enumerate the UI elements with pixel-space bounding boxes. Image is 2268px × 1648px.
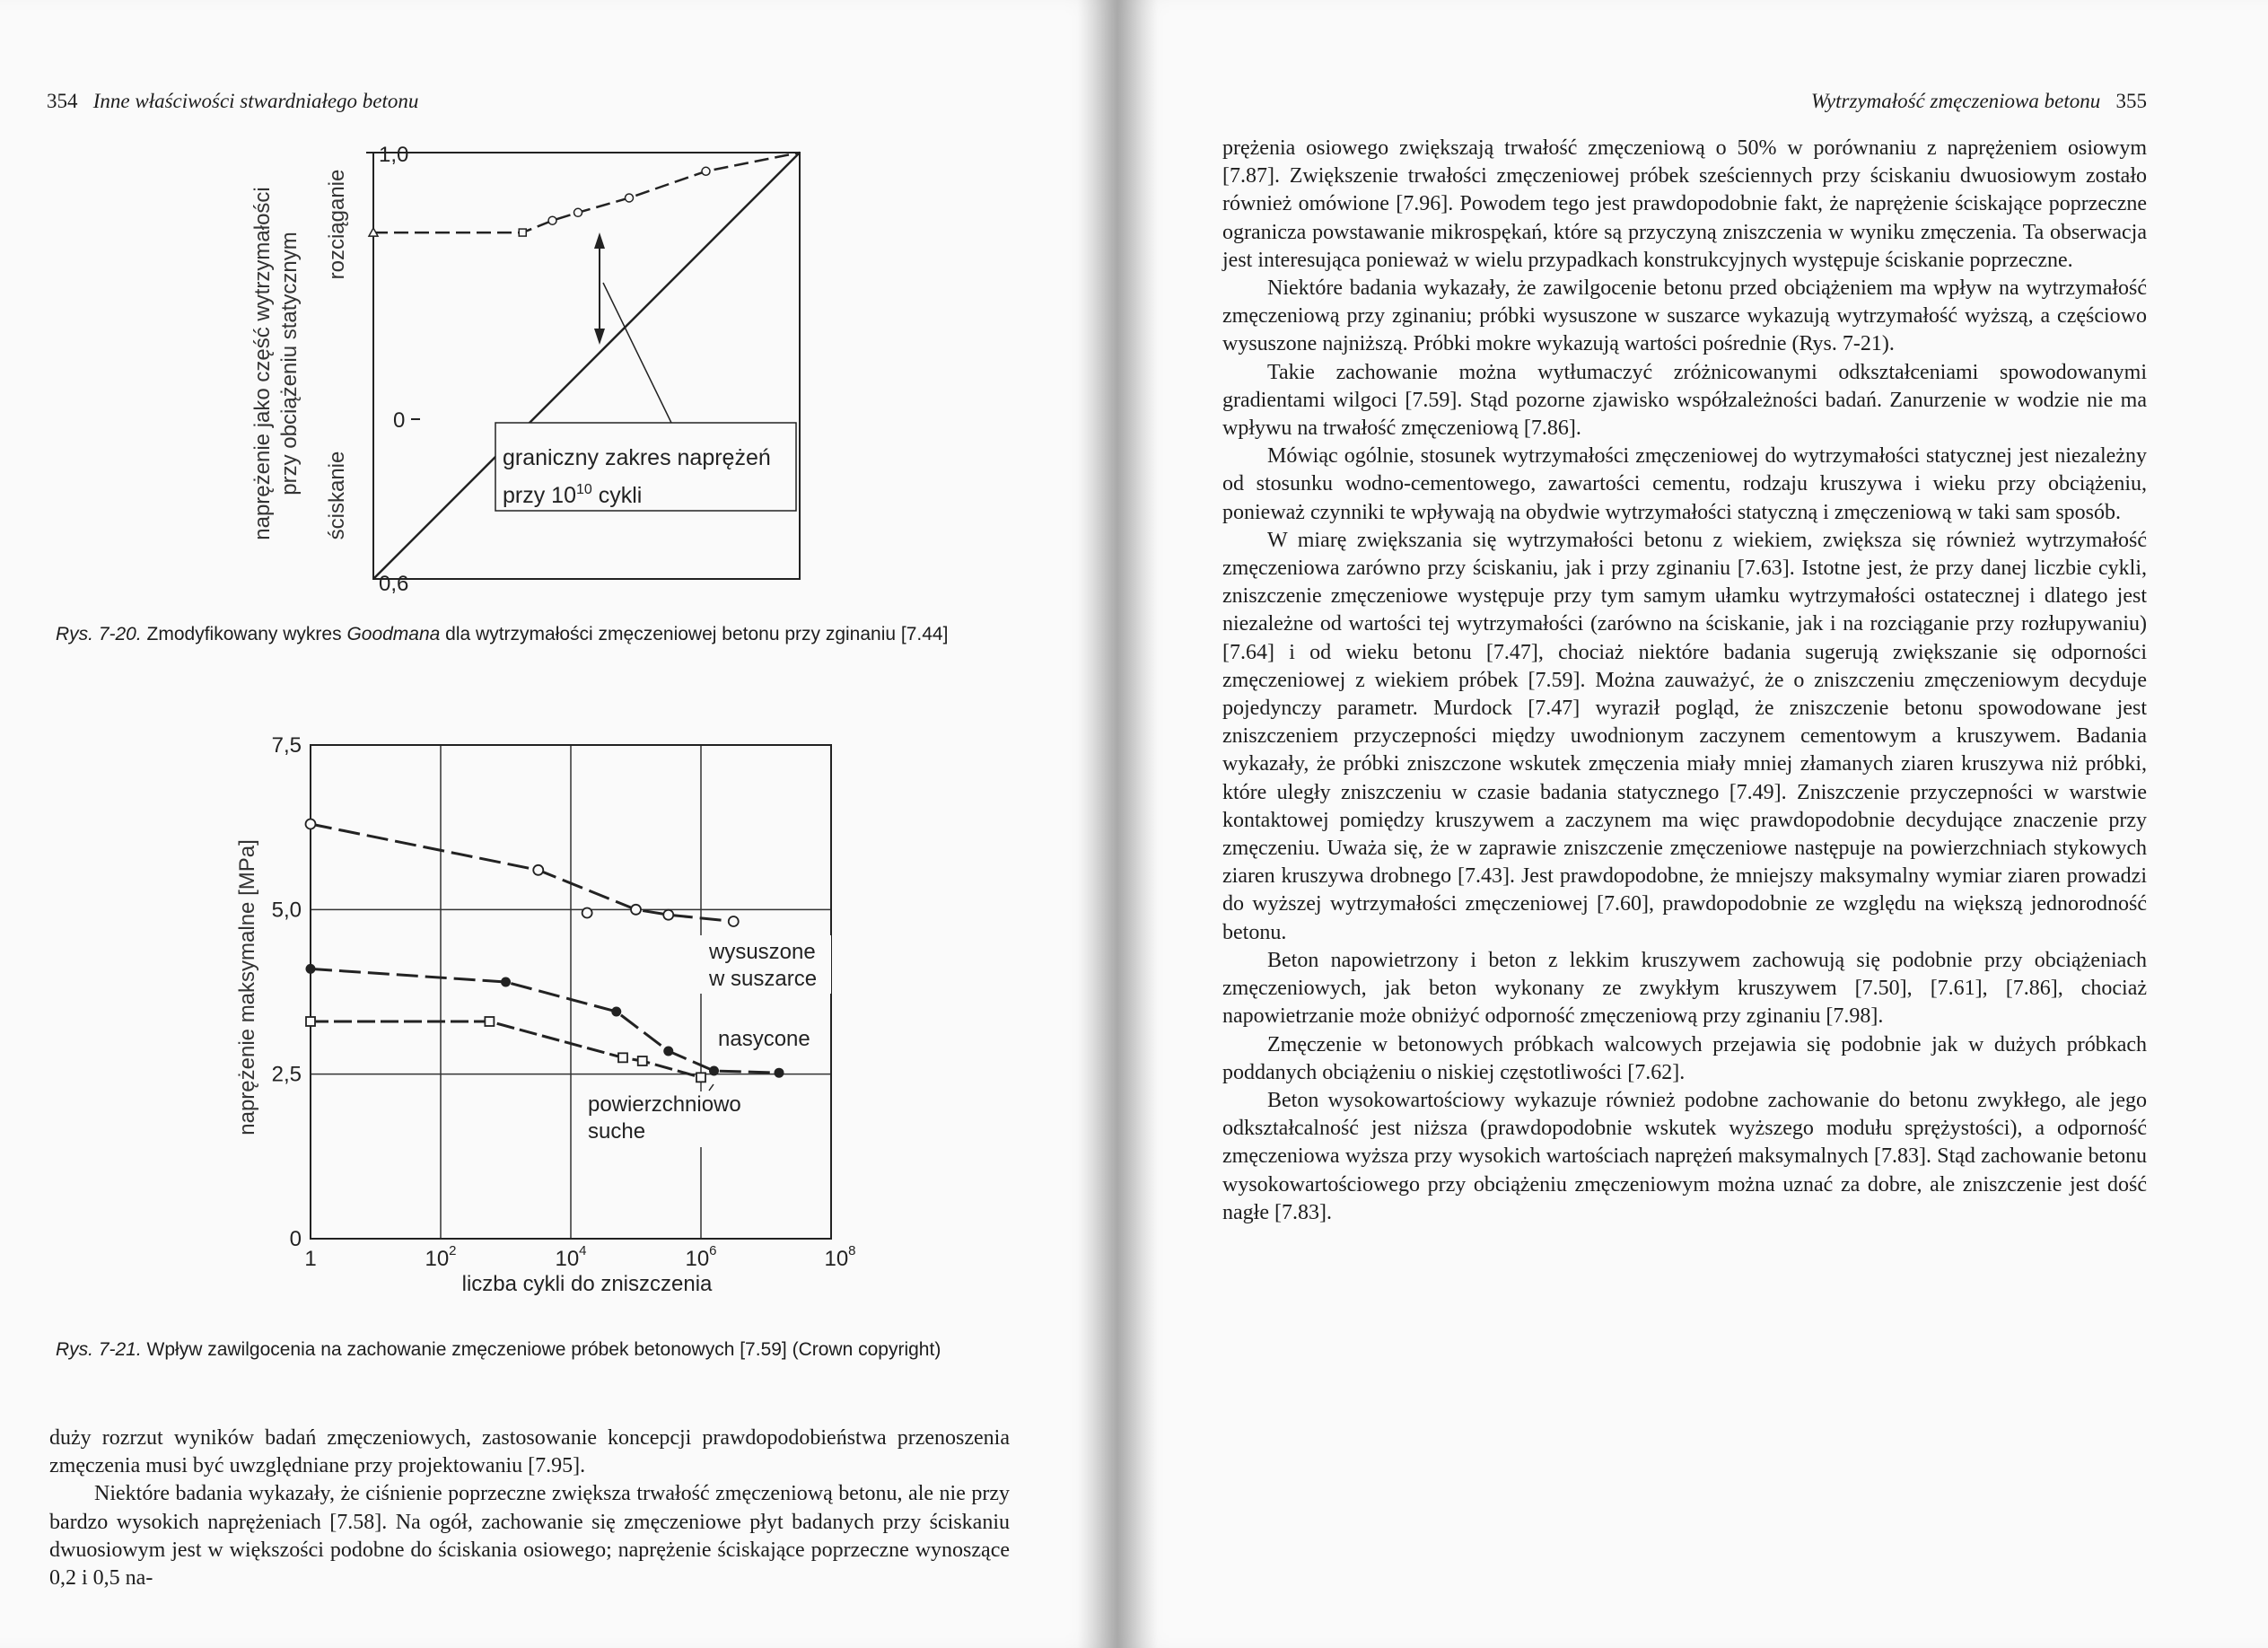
- goodman-point-circle: [626, 194, 634, 202]
- book-gutter: [1077, 0, 1158, 1648]
- caption-7-21-label: Rys. 7-21.: [56, 1339, 142, 1360]
- right-paragraph-4: Mówiąc ogólnie, stosunek wytrzymałości zmęczeniowej do wytrzymałości statycznej jest niezależny od stosunku wodno-cementowego, zawartości cementu, rodzaju kruszywa i wieku przy obciążeniu, ponieważ czynniki te wpływają na obydwie wytrzymałości statyczną i zmęczeniową w taki sam sposób.: [1222, 444, 2147, 524]
- moisture-point-filled-circle: [611, 1007, 621, 1017]
- moisture-x-tick-label: $10^8$: [824, 1243, 856, 1271]
- moisture-x-tick-label: 1: [304, 1247, 317, 1271]
- left-paragraph-1: duży rozrzut wyników badań zmęczeniowych, zastosowanie koncepcji prawdopodobieństwa przenoszenia zmęczenia musi być uwzględniane przy projektowaniu [7.95].: [49, 1426, 1010, 1478]
- moisture-y-tick-label: 2,5: [271, 1062, 302, 1087]
- moisture-series-line: [311, 824, 733, 922]
- annotation-leader-line: [603, 283, 671, 423]
- goodman-tick-mid: 0: [393, 408, 406, 433]
- moisture-ylabel: naprężenie maksymalne [MPa]: [235, 839, 259, 1135]
- page-number-left: 354: [47, 90, 78, 112]
- moisture-x-tick-label: $10^2$: [425, 1243, 457, 1271]
- right-paragraph-1: prężenia osiowego zwiększają trwałość zmęczeniową o 50% w porównaniu z naprężeniem osiowym [7.87]. Zwiększenie trwałości zmęczeniowej próbek sześciennych przy ściskaniu dwuosiowym zostało również omówione [7.96]. Powodem tego jest prawdopodobnie fakt, że naprężenie ściskające poprzeczne ogranicza powstawanie mikrospękań, które są przyczyną zniszczenia w wyniku zmęczenia. Ta obserwacja jest interesująca ponieważ w wielu przypadkach konstrukcyjnych występuje ściskanie poprzeczne.: [1222, 136, 2147, 272]
- goodman-point-circle: [548, 216, 556, 224]
- moisture-point-open-circle: [631, 905, 641, 915]
- right-paragraph-3: Takie zachowanie można wytłumaczyć zróżnicowanymi odkształceniami spowodowanymi gradientami wilgoci [7.59]. Stąd pozorne zjawisko współzależności badań. Zanurzenie w wodzie nie ma wpływu na trwałość zmęczeniową [7.86].: [1222, 360, 2147, 441]
- goodman-tick-bottom: 0,6: [379, 572, 409, 596]
- goodman-tick-top: 1,0: [379, 143, 409, 167]
- goodman-chart: [224, 126, 817, 601]
- caption-figure-7-20: [56, 622, 1007, 646]
- caption-7-20-post: dla wytrzymałości zmęczeniowej betonu przy zginaniu [7.44]: [440, 624, 949, 644]
- dry-label-line1: wysuszone: [709, 940, 816, 964]
- page-number-right: 355: [2115, 90, 2147, 112]
- moisture-point-open-square: [485, 1017, 494, 1026]
- annotation-line1: graniczny zakres naprężeń: [503, 445, 771, 470]
- goodman-boundary-line: [373, 153, 800, 579]
- figure-moisture: [224, 727, 1032, 1311]
- goodman-ylabel-bottom: ściskanie: [325, 451, 349, 540]
- right-paragraph-7: Zmęczenie w betonowych próbkach walcowych przejawia się podobnie jak w dużych próbkach poddanych obciążeniu o niskiej częstotliwości [7.62].: [1222, 1032, 2147, 1084]
- caption-7-21-text: Wpływ zawilgocenia na zachowanie zmęczeniowe próbek betonowych [7.59] (Crown copyright): [146, 1339, 941, 1360]
- goodman-point-circle: [574, 208, 582, 216]
- moisture-chart: [224, 727, 1032, 1311]
- figure-goodman: [224, 126, 817, 601]
- running-head-right-title: Wytrzymałość zmęczeniowa betonu: [1810, 90, 2101, 112]
- moisture-xlabel: liczba cykli do zniszczenia: [461, 1272, 713, 1296]
- moisture-point-open-square: [696, 1073, 705, 1082]
- moisture-y-tick-label: 0: [289, 1227, 302, 1251]
- moisture-point-isolated: [582, 908, 592, 918]
- right-paragraph-8: Beton wysokowartościowy wykazuje również podobne zachowanie do betonu zwykłego, ale jego odkształcalność jest niższa (prawdopodobnie wskutek wyższego modułu sprężystości), a odporność zmęczeniowa wyższa przy wysokich wartościach naprężeń maksymalnych [7.83]. Stąd zachowanie betonu wysokowartościowego przy obciążeniu zmęczeniowym można uznać za dobre, ale zniszczenie jest dość nagłe [7.83].: [1222, 1088, 2147, 1224]
- goodman-point-circle: [702, 167, 710, 175]
- moisture-point-filled-circle: [663, 1047, 673, 1056]
- moisture-x-tick-label: $10^6$: [685, 1243, 717, 1271]
- right-paragraph-6: Beton napowietrzony i beton z lekkim kruszywem zachowują się podobnie przy obciążeniach zmęczeniowych, jak beton wykonany ze zwykłym kruszywem [7.50], [7.61], [7.86], chociaż napowietrzanie może obniżyć odporność zmęczeniową przy zginaniu [7.98].: [1222, 948, 2147, 1029]
- moisture-point-filled-circle: [775, 1068, 784, 1078]
- moisture-point-open-square: [638, 1056, 647, 1065]
- caption-7-20-italic: Goodmana: [346, 624, 441, 644]
- surface-label-leader: [709, 1084, 714, 1091]
- moisture-y-tick-label: 5,0: [271, 898, 302, 923]
- moisture-point-open-circle: [306, 820, 316, 829]
- annotation-line2: przy $10^{10}$ cykli: [503, 482, 643, 508]
- running-head-left-title: Inne właściwości stwardniałego betonu: [92, 90, 419, 112]
- saturated-label: nasycone: [718, 1027, 810, 1051]
- moisture-y-tick-label: 7,5: [271, 733, 302, 758]
- caption-7-20-label: Rys. 7-20.: [56, 624, 142, 644]
- moisture-point-open-circle: [729, 916, 739, 926]
- left-paragraph-2: Niektóre badania wykazały, że ciśnienie poprzeczne zwiększa trwałość zmęczeniową betonu, ale nie przy bardzo wysokich naprężeniach [7.58]. Na ogół, zachowanie się zmęczeniowe płyt badanych przy ściskaniu dwuosiowym jest w większości podobne do ściskania osiowego; naprężenie ściskające poprzeczne wynoszące 0,2 i 0,5 na-: [49, 1482, 1010, 1591]
- goodman-marks: [369, 153, 800, 579]
- dry-label-line2: w suszarce: [709, 967, 818, 991]
- moisture-point-open-circle: [663, 910, 673, 920]
- stress-range-arrow-head-down: [594, 329, 605, 345]
- goodman-ylabel-top: rozciąganie: [325, 169, 349, 280]
- right-body-text: [1222, 135, 2147, 1227]
- goodman-ylabel-line2: przy obciążeniu statycznym: [277, 232, 302, 495]
- running-head-left: [47, 90, 418, 113]
- moisture-series-line: [311, 1021, 701, 1077]
- goodman-ylabel-line1: naprężenie jako część wytrzymałości: [250, 187, 275, 540]
- moisture-point-open-square: [618, 1053, 627, 1062]
- stress-range-arrow-head-up: [594, 232, 605, 249]
- surface-label-line2: suche: [588, 1119, 646, 1144]
- moisture-point-filled-circle: [501, 977, 511, 987]
- caption-figure-7-21: [56, 1337, 1007, 1362]
- moisture-x-tick-label: $10^4$: [555, 1243, 587, 1271]
- left-body-text: [49, 1424, 1010, 1592]
- right-paragraph-5: W miarę zwiększania się wytrzymałości betonu z wiekiem, zwiększa się również wytrzymałość zmęczeniowa zarówno przy ściskaniu, jak i przy zginaniu [7.63]. Istotne jest, że przy danej liczbie cykli, zniszczenie zmęczeniowe występuje przy tym samym ułamku wytrzymałości ostatecznej i dlatego jest niezależne od wartości tej wytrzymałości (zarówno na ściskanie, jak i na rozciąganie przy rozłupywaniu) [7.64] i od wieku betonu [7.47], chociaż niektóre badania sugerują zwiększanie się odporności zmęczeniowej z wiekiem próbek [7.59]. Można zauważyć, że o zniszczeniu zmęczeniowym decyduje pojedynczy parametr. Murdock [7.47] wyraził pogląd, że zniszczenie betonu spowodowane jest zniszczeniem przyczepności między uwodnionym zaczynem cementowym a kruszywem. Badania wykazały, że próbki zniszczone wskutek zmęczenia miały mniej złamanych ziaren kruszywa niż próbki, które uległy zniszczeniu w czasie badania statycznego [7.49]. Zniszczenie przyczepności w warstwie kontaktowej pomiędzy kruszywem a zaczynem ma więc prawdopodobnie decydujące znaczenie przy zmęczeniu. Uważa się, że w zaprawie zniszczenie zmęczeniowe następuje na powierzchniach stykowych ziaren kruszywa drobnego [7.43]. Jest prawdopodobne, że mniejszy maksymalny wymiar ziaren prowadzi do wyższej wytrzymałości zmęczeniowej [7.60], prawdopodobnie ze względu na większą jednorodność betonu.: [1222, 528, 2147, 944]
- moisture-point-filled-circle: [306, 964, 316, 974]
- running-head-right: [1811, 90, 2147, 113]
- moisture-point-open-square: [306, 1017, 315, 1026]
- surface-label-line1: powierzchniowo: [588, 1092, 741, 1117]
- goodman-point-square: [519, 229, 526, 236]
- goodman-limit-curve: [373, 153, 800, 232]
- caption-7-20-pre: Zmodyfikowany wykres: [146, 624, 347, 644]
- right-paragraph-2: Niektóre badania wykazały, że zawilgocenie betonu przed obciążeniem ma wpływ na wytrzymałość zmęczeniową przy zginaniu; próbki wysuszone w suszarce wykazują wytrzymałość wyższą, a częściowo wysuszone najniższą. Próbki mokre wykazują wartości pośrednie (Rys. 7-21).: [1222, 276, 2147, 356]
- moisture-point-open-circle: [533, 865, 543, 875]
- moisture-point-filled-circle: [709, 1066, 719, 1076]
